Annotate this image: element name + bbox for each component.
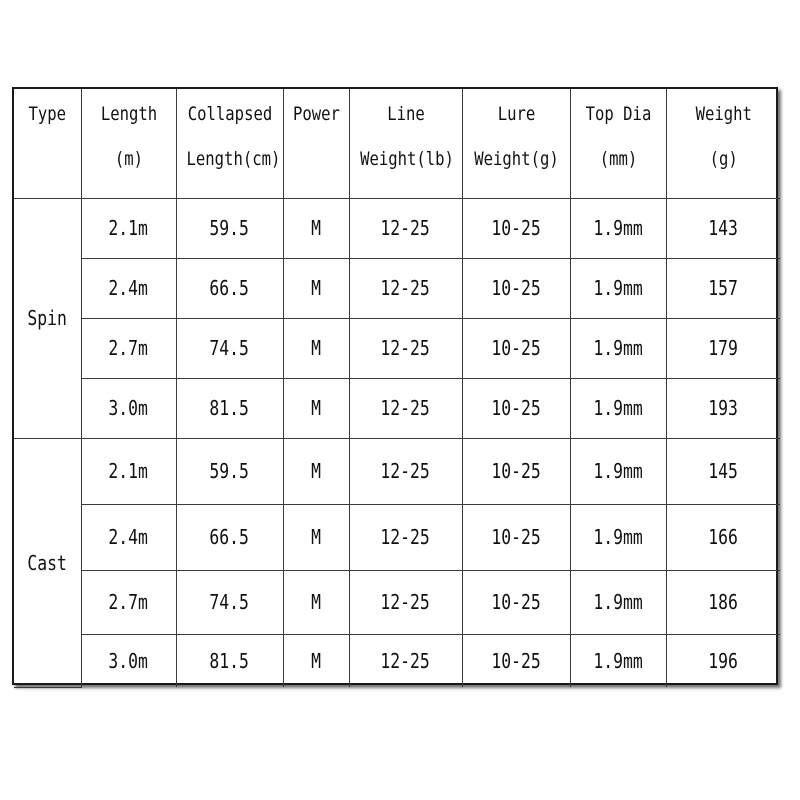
- lure-weight-cell: 10-25: [462, 634, 570, 687]
- header-lure-weight: Lure Weight(g): [462, 89, 570, 198]
- collapsed-length-cell: 74.5: [176, 318, 283, 378]
- top-dia-cell: 1.9mm: [570, 570, 666, 634]
- power-cell: M: [283, 198, 349, 258]
- length-cell: 2.4m: [81, 258, 176, 318]
- top-dia-cell: 1.9mm: [570, 258, 666, 318]
- power-cell: M: [283, 504, 349, 570]
- lure-weight-cell: 10-25: [462, 504, 570, 570]
- rod-spec-table: [14, 89, 780, 688]
- table-row: [14, 318, 780, 378]
- power-cell: M: [283, 258, 349, 318]
- type-cell-spin: Spin: [14, 198, 81, 438]
- lure-weight-cell: 10-25: [462, 438, 570, 504]
- header-power: Power: [283, 89, 349, 198]
- lure-weight-cell: 10-25: [462, 318, 570, 378]
- header-collapsed-length: Collapsed Length(cm): [176, 89, 283, 198]
- line-weight-cell: 12-25: [349, 258, 462, 318]
- top-dia-cell: 1.9mm: [570, 378, 666, 438]
- collapsed-length-cell: 74.5: [176, 570, 283, 634]
- weight-cell: 143: [666, 198, 780, 258]
- table-row: [14, 570, 780, 634]
- line-weight-cell: 12-25: [349, 504, 462, 570]
- weight-cell: 193: [666, 378, 780, 438]
- length-cell: 3.0m: [81, 378, 176, 438]
- type-cell-cast: Cast: [14, 438, 81, 687]
- header-weight: Weight (g): [666, 89, 780, 198]
- top-dia-cell: 1.9mm: [570, 198, 666, 258]
- lure-weight-cell: 10-25: [462, 198, 570, 258]
- power-cell: M: [283, 318, 349, 378]
- length-cell: 2.1m: [81, 438, 176, 504]
- line-weight-cell: 12-25: [349, 198, 462, 258]
- top-dia-cell: 1.9mm: [570, 634, 666, 687]
- weight-cell: 166: [666, 504, 780, 570]
- line-weight-cell: 12-25: [349, 438, 462, 504]
- header-line-weight: Line Weight(lb): [349, 89, 462, 198]
- lure-weight-cell: 10-25: [462, 570, 570, 634]
- collapsed-length-cell: 81.5: [176, 634, 283, 687]
- power-cell: M: [283, 634, 349, 687]
- lure-weight-cell: 10-25: [462, 258, 570, 318]
- collapsed-length-cell: 66.5: [176, 504, 283, 570]
- lure-weight-cell: 10-25: [462, 378, 570, 438]
- table-row: [14, 258, 780, 318]
- header-top-dia: Top Dia (mm): [570, 89, 666, 198]
- header-length: Length (m): [81, 89, 176, 198]
- weight-cell: 186: [666, 570, 780, 634]
- line-weight-cell: 12-25: [349, 570, 462, 634]
- table-row: [14, 378, 780, 438]
- collapsed-length-cell: 59.5: [176, 438, 283, 504]
- table-row: [14, 198, 780, 258]
- collapsed-length-cell: 59.5: [176, 198, 283, 258]
- power-cell: M: [283, 438, 349, 504]
- top-dia-cell: 1.9mm: [570, 318, 666, 378]
- spec-sheet: [12, 87, 778, 685]
- line-weight-cell: 12-25: [349, 318, 462, 378]
- weight-cell: 145: [666, 438, 780, 504]
- power-cell: M: [283, 570, 349, 634]
- table-row: [14, 634, 780, 687]
- length-cell: 2.7m: [81, 570, 176, 634]
- line-weight-cell: 12-25: [349, 634, 462, 687]
- length-cell: 2.7m: [81, 318, 176, 378]
- length-cell: 3.0m: [81, 634, 176, 687]
- table-row: [14, 504, 780, 570]
- length-cell: 2.1m: [81, 198, 176, 258]
- length-cell: 2.4m: [81, 504, 176, 570]
- header-row: [14, 89, 780, 198]
- table-row: [14, 438, 780, 504]
- collapsed-length-cell: 81.5: [176, 378, 283, 438]
- collapsed-length-cell: 66.5: [176, 258, 283, 318]
- weight-cell: 179: [666, 318, 780, 378]
- power-cell: M: [283, 378, 349, 438]
- top-dia-cell: 1.9mm: [570, 504, 666, 570]
- top-dia-cell: 1.9mm: [570, 438, 666, 504]
- line-weight-cell: 12-25: [349, 378, 462, 438]
- weight-cell: 196: [666, 634, 780, 687]
- weight-cell: 157: [666, 258, 780, 318]
- header-type: Type: [14, 89, 81, 198]
